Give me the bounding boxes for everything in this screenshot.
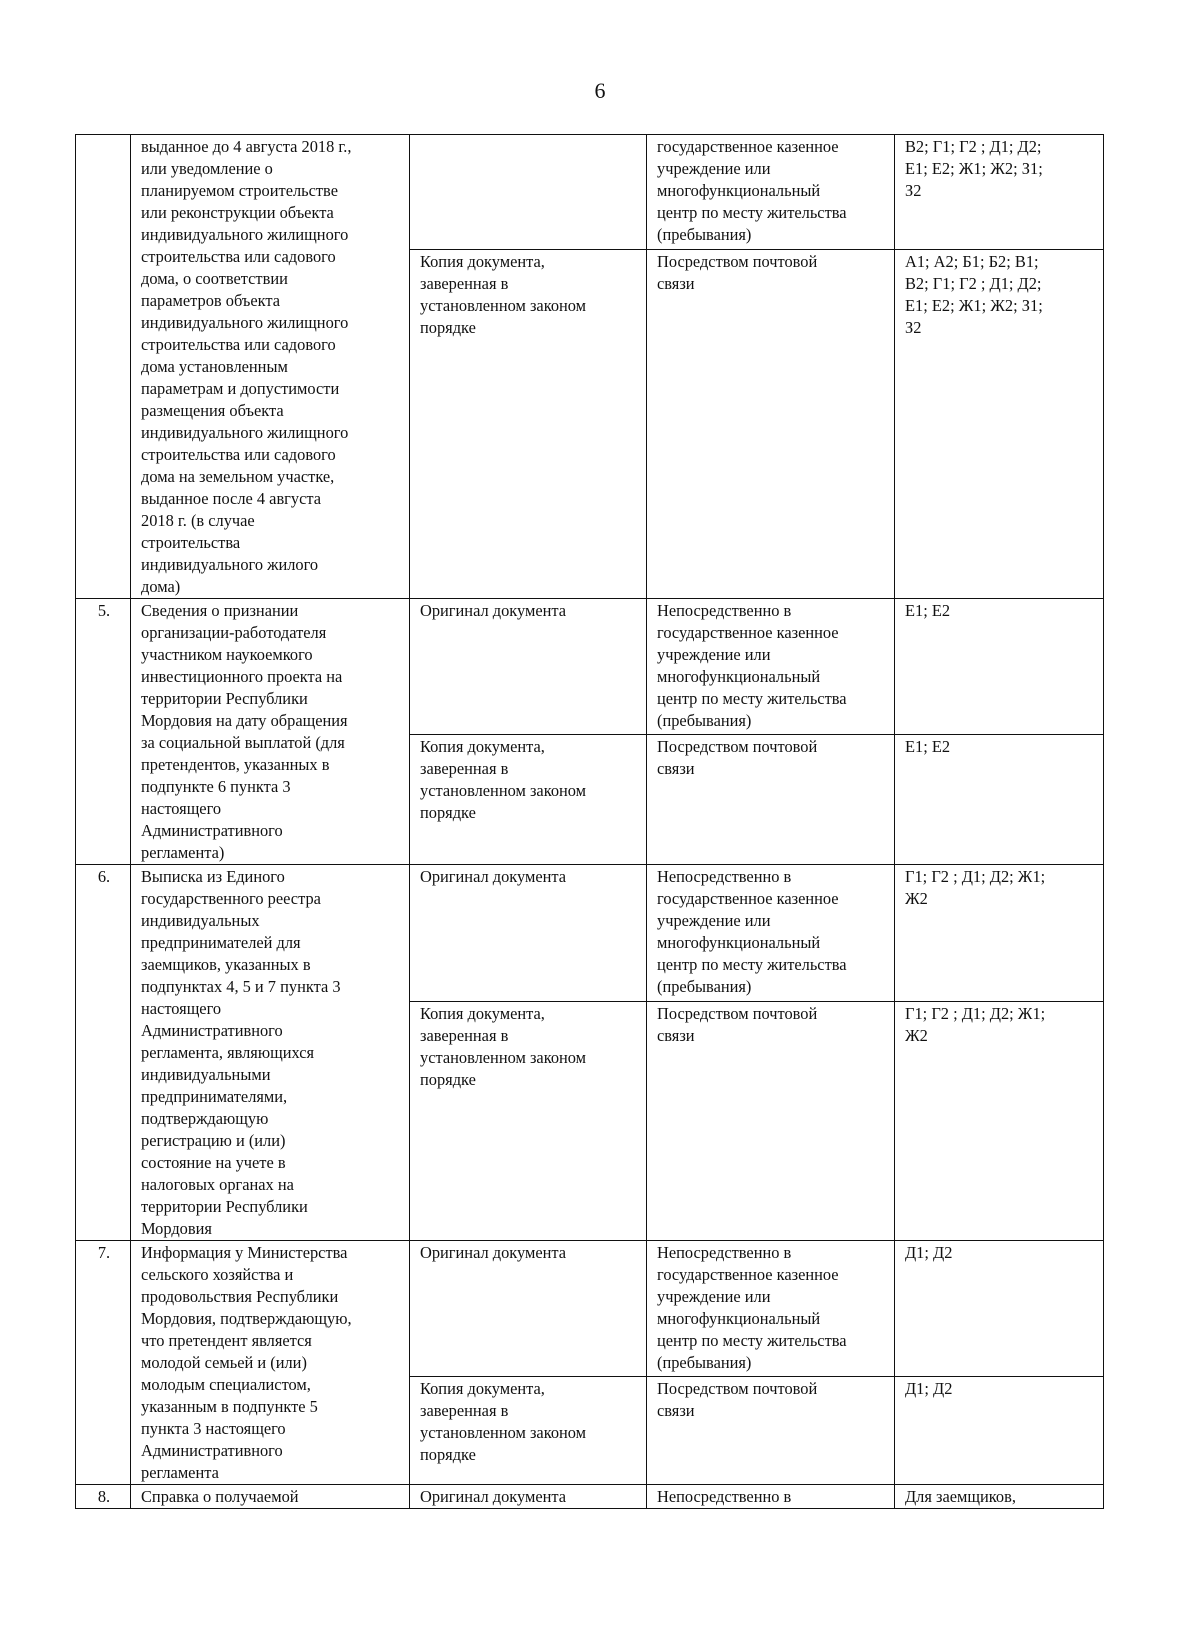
document-form: Копия документа, заверенная в установленном законом порядке [410,1376,647,1484]
document-form: Копия документа, заверенная в установленном законом порядке [410,1001,647,1240]
applicant-codes: Д1; Д2 [895,1241,1104,1377]
submission-method: Непосредственно в государственное казенное учреждение или многофункциональный центр по месту жительства (пребывания) [647,865,895,1002]
row-number [76,135,131,599]
document-form: Оригинал документа [410,1241,647,1377]
applicant-codes: Г1; Г2 ; Д1; Д2; Ж1; Ж2 [895,865,1104,1002]
document-description: Информация у Министерства сельского хозяйства и продовольствия Республики Мордовия, подтверждающую, что претендент является молодой семьей и (или) молодым специалистом, указанным в подпункте 5 пункта 3 настоящего Административного регламента [131,1241,410,1485]
applicant-codes: Для заемщиков, [895,1485,1104,1509]
submission-method: Непосредственно в [647,1485,895,1509]
submission-method: Посредством почтовой связи [647,734,895,864]
document-description: Выписка из Единого государственного реестра индивидуальных предпринимателей для заемщиков, указанных в подпунктах 4, 5 и 7 пункта 3 настоящего Административного регламента, являющихся индивидуальными предпринимателями, подтверждающую регистрацию и (или) состояние на учете в налоговых органах на территории Республики Мордовия [131,865,410,1241]
table-row [76,599,1104,735]
table-row [76,865,1104,1002]
submission-method: государственное казенное учреждение или многофункциональный центр по месту жительства (пребывания) [647,135,895,250]
applicant-codes: В2; Г1; Г2 ; Д1; Д2; Е1; Е2; Ж1; Ж2; З1; З2 [895,135,1104,250]
applicant-codes: Е1; Е2 [895,734,1104,864]
document-form: Оригинал документа [410,599,647,735]
applicant-codes: А1; А2; Б1; Б2; В1; В2; Г1; Г2 ; Д1; Д2; Е1; Е2; Ж1; Ж2; З1; З2 [895,249,1104,598]
submission-method: Посредством почтовой связи [647,1376,895,1484]
documents-table [75,134,1104,1509]
row-number: 7. [76,1241,131,1485]
document-form [410,135,647,250]
applicant-codes: Г1; Г2 ; Д1; Д2; Ж1; Ж2 [895,1001,1104,1240]
document-form: Копия документа, заверенная в установленном законом порядке [410,734,647,864]
document-form: Оригинал документа [410,865,647,1002]
submission-method: Посредством почтовой связи [647,1001,895,1240]
document-description: Сведения о признании организации-работодателя участником наукоемкого инвестиционного проекта на территории Республики Мордовия на дату обращения за социальной выплатой (для претендентов, указанных в подпункте 6 пункта 3 настоящего Административного регламента) [131,599,410,865]
row-number: 6. [76,865,131,1241]
document-form: Копия документа, заверенная в установленном законом порядке [410,249,647,598]
applicant-codes: Д1; Д2 [895,1376,1104,1484]
submission-method: Непосредственно в государственное казенное учреждение или многофункциональный центр по месту жительства (пребывания) [647,599,895,735]
page-number: 6 [594,78,606,103]
document-description: выданное до 4 августа 2018 г., или уведомление о планируемом строительстве или реконструкции объекта индивидуального жилищного строительства или садового дома, о соответствии параметров объекта индивидуального жилищного строительства или садового дома установленным параметрам и допустимости размещения объекта индивидуального жилищного строительства или садового дома на земельном участке, выданное после 4 августа 2018 г. (в случае строительства индивидуального жилого дома) [131,135,410,599]
table-row [76,1241,1104,1377]
submission-method: Непосредственно в государственное казенное учреждение или многофункциональный центр по месту жительства (пребывания) [647,1241,895,1377]
row-number: 5. [76,599,131,865]
applicant-codes: Е1; Е2 [895,599,1104,735]
table-row [76,1485,1104,1509]
row-number: 8. [76,1485,131,1509]
document-description: Справка о получаемой [131,1485,410,1509]
document-form: Оригинал документа [410,1485,647,1509]
table-row [76,135,1104,250]
submission-method: Посредством почтовой связи [647,249,895,598]
